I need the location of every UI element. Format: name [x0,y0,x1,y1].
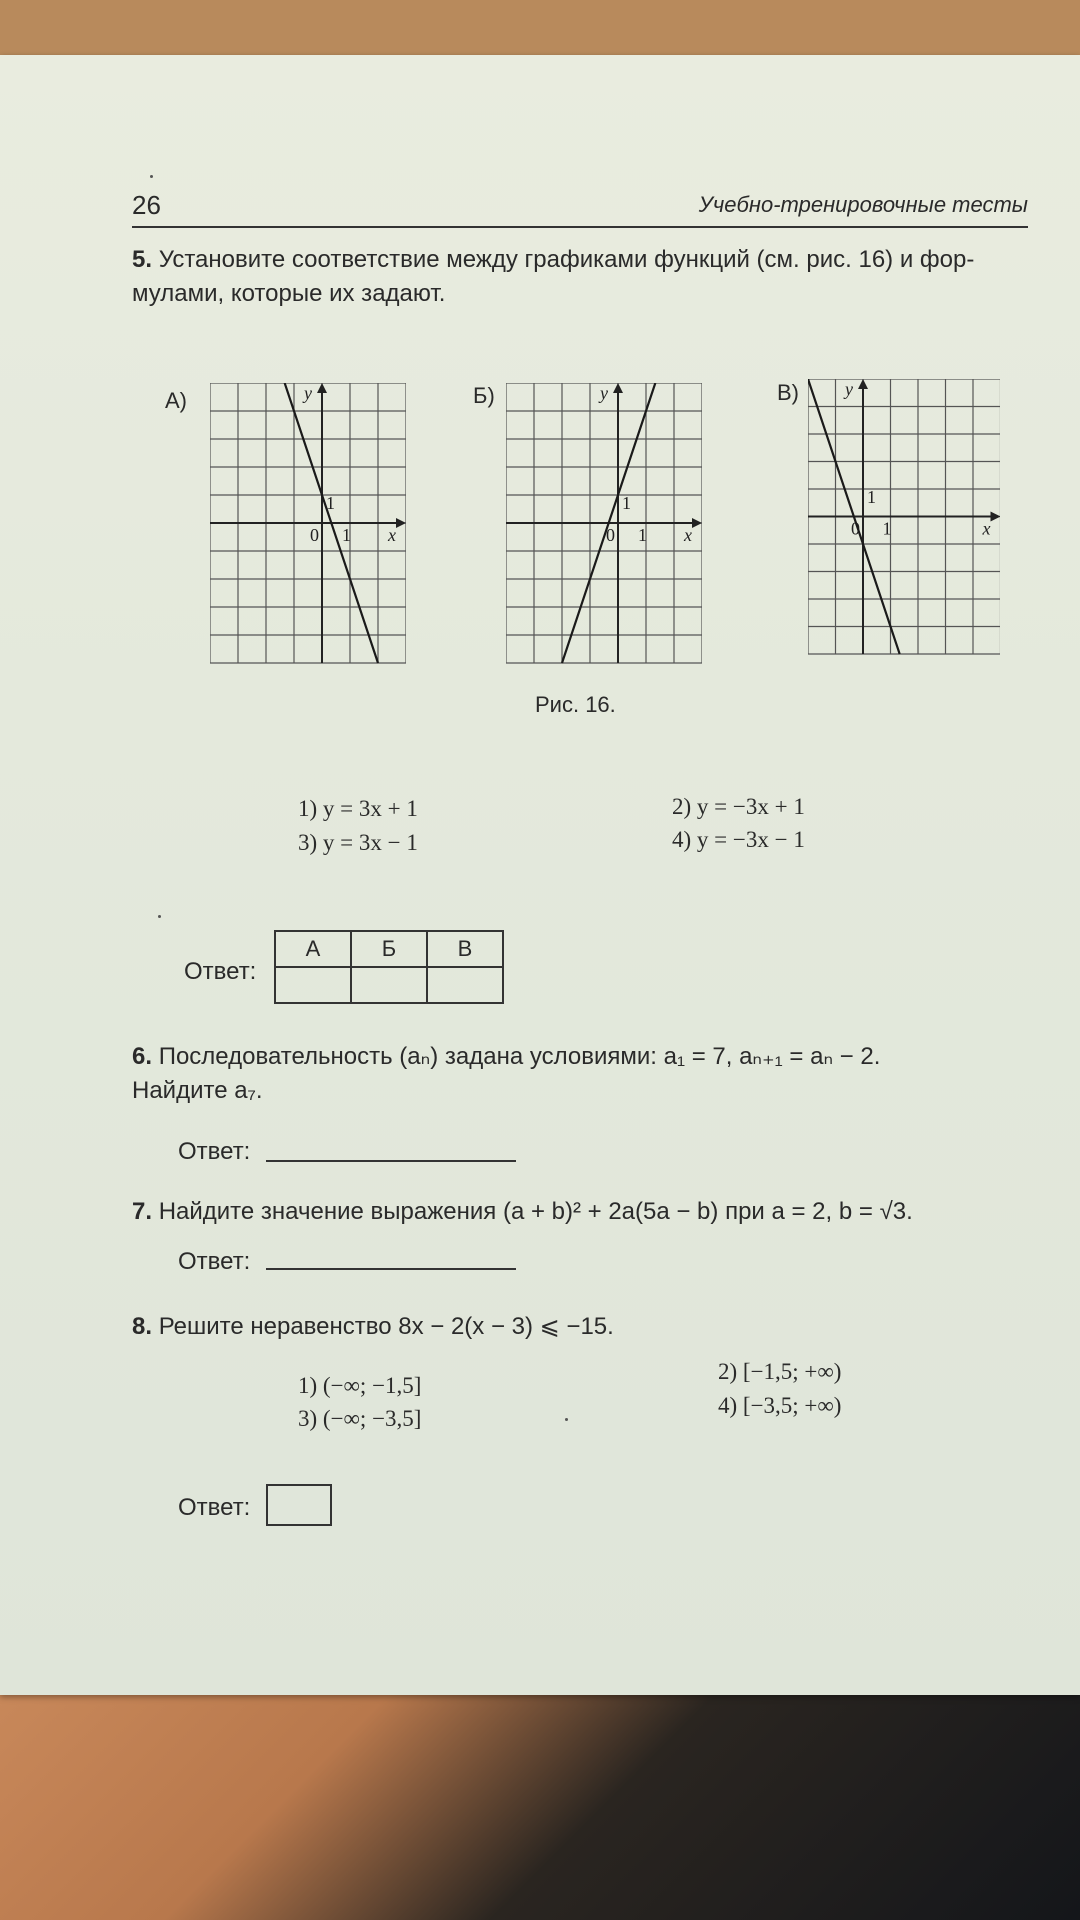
x-axis-arrow [991,512,1001,522]
q6-answer-line[interactable] [266,1148,516,1162]
question-6-number: 6. [132,1043,153,1070]
question-5-number: 5. [132,246,153,273]
question-5-line2: мулами, которые их задают. [132,280,446,307]
y-axis-label: y [600,383,608,403]
origin-label: 0 [310,525,319,545]
q5-answer-table [274,930,504,1004]
q5-answer-label: Ответ: [184,958,257,985]
question-6-text [132,1040,1052,1108]
question-8-text [132,1310,1052,1344]
y-axis-label: y [845,379,853,399]
unit-y-label: 1 [867,487,876,507]
figure-caption: Рис. 16. [535,692,616,717]
question-8-statement: Решите неравенство 8x − 2(x − 3) ⩽ −15. [158,1313,614,1340]
origin-label: 0 [606,525,615,545]
question-8-number: 8. [132,1313,153,1340]
page-header [132,190,1028,228]
unit-x-label: 1 [638,525,647,545]
x-axis-arrow [396,518,406,528]
page-speck [158,915,161,918]
q8-option-4: 4) [−3,5; +∞) [718,1393,842,1418]
unit-x-label: 1 [342,525,351,545]
q8-option-1: 1) (−∞; −1,5] [298,1373,422,1398]
question-6-line2: Найдите a₇. [132,1077,263,1104]
page-number: 26 [132,190,161,220]
answer-header-a: А [275,931,351,967]
q7-answer-line[interactable] [266,1256,516,1270]
question-7-text [132,1195,1052,1229]
q5-option-2: 2) y = −3x + 1 [672,794,805,819]
q5-option-4: 4) y = −3x − 1 [672,827,805,852]
q8-answer-label: Ответ: [178,1494,251,1521]
answer-cell-v[interactable] [427,967,503,1003]
unit-y-label: 1 [326,493,335,513]
graph-v-label: В) [777,380,799,405]
graph-b-label: Б) [473,383,495,408]
x-axis-label: x [684,525,692,545]
question-7-statement: Найдите значение выражения (a + b)² + 2a(5a − b) при a = 2, b = √3. [158,1198,913,1225]
y-axis-arrow [317,383,327,393]
answer-header-v: В [427,931,503,967]
q7-answer-label: Ответ: [178,1248,251,1275]
origin-label: 0 [851,518,860,539]
q5-option-3: 3) y = 3x − 1 [298,830,418,855]
answer-cell-a[interactable] [275,967,351,1003]
answer-cell-b[interactable] [351,967,427,1003]
x-axis-label: x [982,518,991,539]
q5-option-1: 1) y = 3x + 1 [298,796,418,821]
question-5-line1: Установите соответствие между графиками функций (см. рис. 16) и фор- [158,246,975,273]
graph-b [506,383,702,669]
unit-y-label: 1 [622,493,631,513]
y-axis-label: y [304,383,312,403]
y-axis-arrow [613,383,623,393]
question-6-line1: Последовательность (aₙ) задана условиями: a₁ = 7, aₙ₊₁ = aₙ − 2. [158,1043,881,1070]
graph-v [808,379,1000,662]
q8-option-3: 3) (−∞; −3,5] [298,1406,422,1431]
page-speck [150,175,153,178]
question-7-number: 7. [132,1198,153,1225]
running-title: Учебно-тренировочные тесты [698,192,1028,217]
page-speck [565,1418,568,1421]
x-axis-arrow [692,518,702,528]
answer-header-b: Б [351,931,427,967]
question-5-text [132,243,1032,311]
graph-a [210,383,406,669]
x-axis-label: x [388,525,396,545]
table-background [0,1690,1080,1920]
graph-a-label: А) [165,388,187,413]
unit-x-label: 1 [882,518,892,539]
q8-option-2: 2) [−1,5; +∞) [718,1359,842,1384]
y-axis-arrow [858,379,868,389]
q8-answer-box[interactable] [266,1484,332,1526]
q6-answer-label: Ответ: [178,1138,251,1165]
